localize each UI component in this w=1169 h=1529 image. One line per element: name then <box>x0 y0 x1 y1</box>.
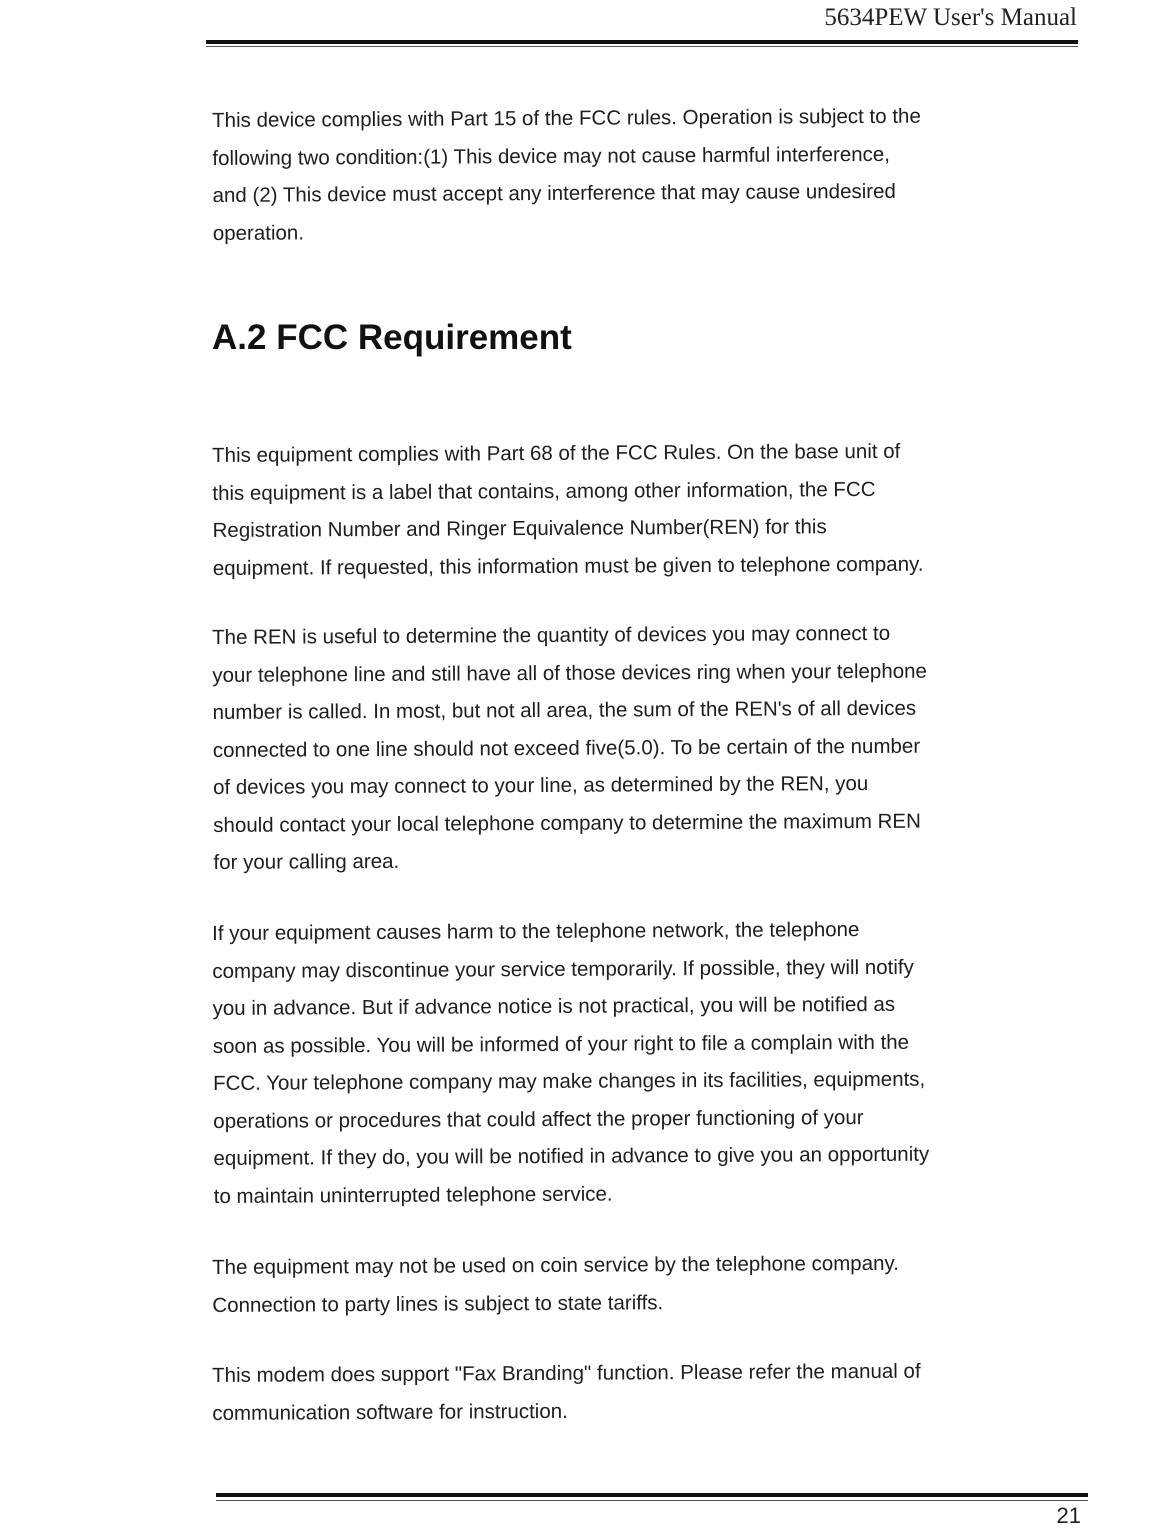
text-line: this equipment is a label that contains, among other information, the FCC <box>212 477 876 505</box>
paragraph-coin-service <box>212 1244 1092 1324</box>
text-line: If your equipment causes harm to the telephone network, the telephone <box>212 918 860 945</box>
text-line: The REN is useful to determine the quantity of devices you may connect to <box>212 621 891 649</box>
text-line: Connection to party lines is subject to state tariffs. <box>212 1290 664 1317</box>
text-line: equipment. If they do, you will be notified in advance to give you an opportunity <box>213 1142 930 1170</box>
text-line: soon as possible. You will be informed of your right to file a complain with the <box>212 1030 910 1058</box>
text-line: operation. <box>212 220 305 245</box>
text-line: operations or procedures that could affect the proper functioning of your <box>213 1105 864 1133</box>
section-heading: A.2 FCC Requirement <box>212 318 572 357</box>
text-line: equipment. If requested, this information must be given to telephone company. <box>212 552 924 580</box>
paragraph-ren <box>212 614 1094 882</box>
text-line: connected to one line should not exceed five(5.0). To be certain of the number <box>212 734 921 762</box>
text-line: number is called. In most, but not all area, the sum of the REN's of all devices <box>212 696 917 724</box>
text-line: for your calling area. <box>213 849 400 874</box>
text-line: communication software for instruction. <box>212 1399 568 1425</box>
manual-title: 5634PEW User's Manual <box>824 4 1077 31</box>
header-rule <box>206 40 1078 44</box>
intro-paragraph <box>212 97 1093 252</box>
footer-rule-thin <box>216 1500 1088 1501</box>
paragraph-network-harm <box>212 910 1094 1215</box>
header-rule-thin <box>206 46 1078 47</box>
text-line: This equipment complies with Part 68 of the FCC Rules. On the base unit of <box>212 439 901 467</box>
text-line: should contact your local telephone company to determine the maximum REN <box>213 809 921 837</box>
text-line: you in advance. But if advance notice is not practical, you will be notified as <box>212 992 896 1020</box>
text-line: and (2) This device must accept any interference that may cause undesired <box>212 179 896 207</box>
text-line: following two condition:(1) This device may not cause harmful interference, <box>212 142 890 170</box>
text-line: your telephone line and still have all of those devices ring when your telephone <box>212 659 927 687</box>
text-line: company may discontinue your service temporarily. If possible, they will notify <box>212 955 914 983</box>
text-line: Registration Number and Ringer Equivalence Number(REN) for this <box>212 515 827 542</box>
text-line: FCC. Your telephone company may make changes in its facilities, equipments, <box>212 1067 926 1095</box>
text-line: to maintain uninterrupted telephone service. <box>213 1182 613 1208</box>
text-line: The equipment may not be used on coin service by the telephone company. <box>212 1251 899 1279</box>
footer-rule <box>216 1493 1088 1497</box>
text-line: This modem does support "Fax Branding" function. Please refer the manual of <box>212 1359 921 1387</box>
paragraph-part-68 <box>212 432 1093 587</box>
text-line: of devices you may connect to your line, as determined by the REN, you <box>212 771 869 799</box>
paragraph-fax-branding <box>212 1352 1092 1432</box>
page-number: 21 <box>1056 1503 1081 1528</box>
text-line: This device complies with Part 15 of the FCC rules. Operation is subject to the <box>212 104 921 132</box>
